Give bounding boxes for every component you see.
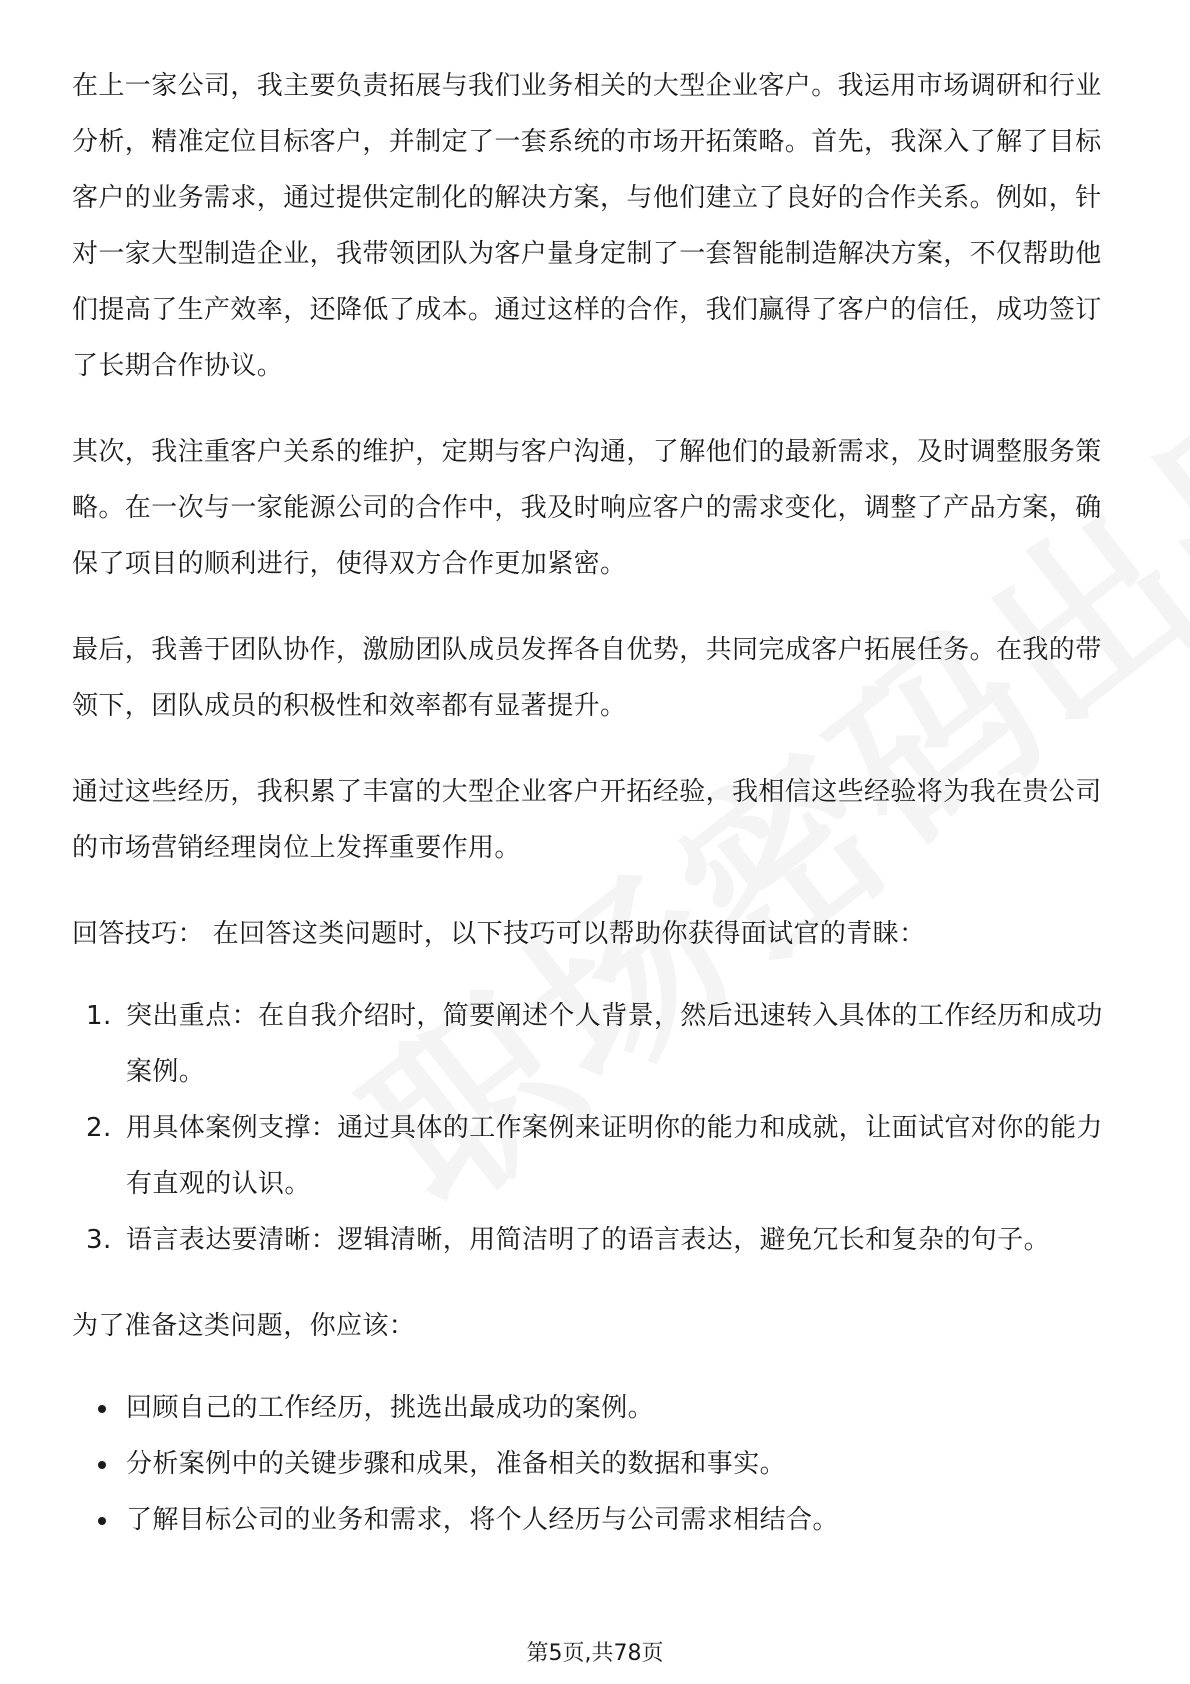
list-item-text: 用具体案例支撑：通过具体的工作案例来证明你的能力和成就，让面试官对你的能力有直观的认识。: [126, 1113, 1103, 1199]
list-number: 2.: [86, 1113, 112, 1143]
tips-list: [72, 988, 1120, 1268]
bullet-icon: [98, 1517, 106, 1525]
list-item: [72, 1212, 1120, 1268]
page-number: 第5页,共78页: [526, 1641, 664, 1666]
paragraph-experience: 在上一家公司，我主要负责拓展与我们业务相关的大型企业客户。我运用市场调研和行业分析，精准定位目标客户，并制定了一套系统的市场开拓策略。首先，我深入了解了目标客户的业务需求，通过提供定制化的解决方案，与他们建立了良好的合作关系。例如，针对一家大型制造企业，我带领团队为客户量身定制了一套智能制造解决方案，不仅帮助他们提高了生产效率，还降低了成本。通过这样的合作，我们赢得了客户的信任，成功签订了长期合作协议。: [72, 71, 1102, 381]
list-item-text: 语言表达要清晰：逻辑清晰，用简洁明了的语言表达，避免冗长和复杂的句子。: [126, 1225, 1051, 1255]
paragraph-teamwork: 最后，我善于团队协作，激励团队成员发挥各自优势，共同完成客户拓展任务。在我的带领下，团队成员的积极性和效率都有显著提升。: [72, 635, 1102, 721]
list-item-text: 分析案例中的关键步骤和成果，准备相关的数据和事实。: [126, 1449, 787, 1479]
list-item: [72, 1492, 1120, 1548]
list-number: 3.: [86, 1225, 112, 1255]
bullet-icon: [98, 1405, 106, 1413]
paragraph-summary: 通过这些经历，我积累了丰富的大型企业客户开拓经验，我相信这些经验将为我在贵公司的市场营销经理岗位上发挥重要作用。: [72, 777, 1102, 863]
bullet-icon: [98, 1461, 106, 1469]
prep-list: [72, 1380, 1120, 1548]
paragraph-tips-intro: 回答技巧： 在回答这类问题时，以下技巧可以帮助你获得面试官的青睐：: [72, 919, 926, 949]
list-item: [72, 1436, 1120, 1492]
list-number: 1.: [86, 1001, 112, 1031]
list-item-text: 突出重点：在自我介绍时，简要阐述个人背景，然后迅速转入具体的工作经历和成功案例。: [126, 1001, 1103, 1087]
paragraph-prep-intro: 为了准备这类问题，你应该：: [72, 1311, 416, 1341]
list-item: [72, 1380, 1120, 1436]
list-item: [72, 988, 1120, 1100]
list-item-text: 了解目标公司的业务和需求，将个人经历与公司需求相结合。: [126, 1505, 839, 1535]
list-item: [72, 1100, 1120, 1212]
paragraph-relationship: 其次，我注重客户关系的维护，定期与客户沟通，了解他们的最新需求，及时调整服务策略。在一次与一家能源公司的合作中，我及时响应客户的需求变化，调整了产品方案，确保了项目的顺利进行，使得双方合作更加紧密。: [72, 437, 1102, 579]
list-item-text: 回顾自己的工作经历，挑选出最成功的案例。: [126, 1393, 655, 1423]
document-body: [72, 58, 1120, 1548]
